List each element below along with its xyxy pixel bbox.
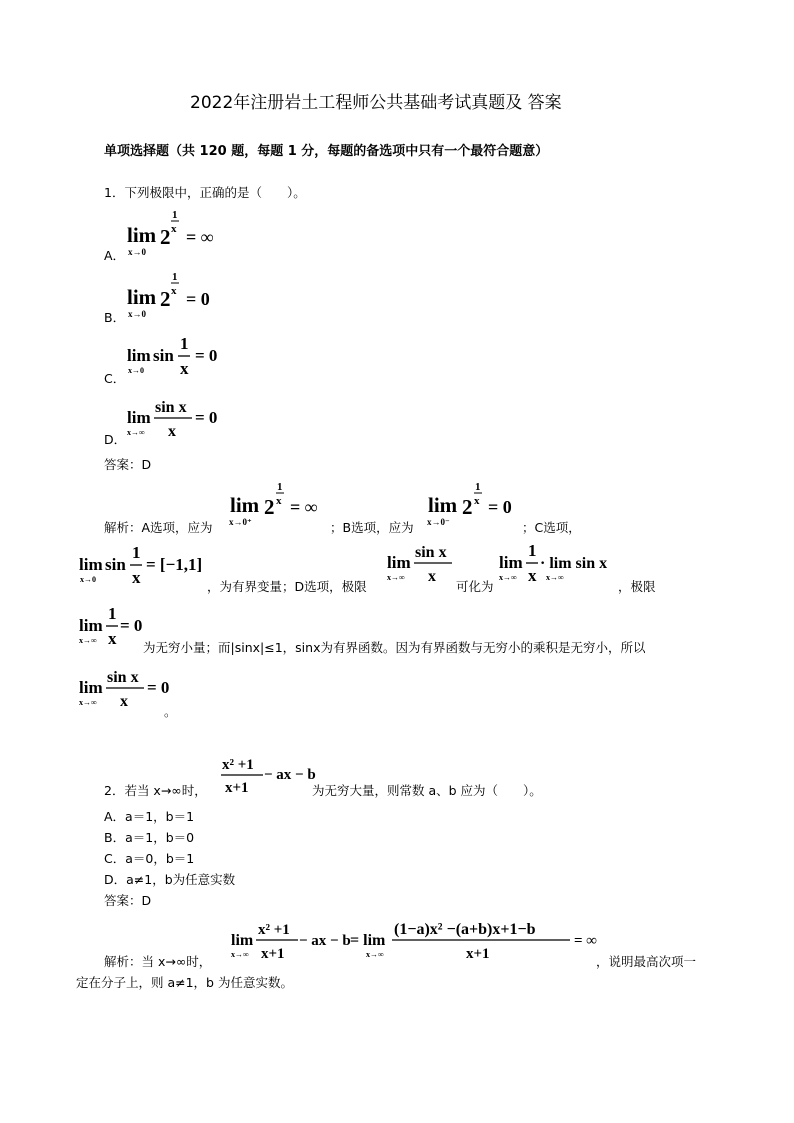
svg-text:x: x [474,495,480,507]
svg-text:x→∞: x→∞ [366,950,384,959]
svg-text:x: x [171,285,177,297]
question-2-analysis-suffix: ，说明最高次项一 [596,954,697,969]
page-title: 2022年注册岩土工程师公共基础考试真题及 答案 [190,93,562,113]
svg-text:x: x [276,495,282,507]
svg-text:lim: lim [127,346,151,365]
svg-text:x: x [108,629,117,648]
svg-text:1: 1 [180,334,189,353]
svg-text:1: 1 [172,209,178,221]
svg-text:x→0: x→0 [128,366,144,375]
svg-text:sin x: sin x [107,669,139,686]
svg-text:x→∞: x→∞ [79,636,97,645]
section-header: 单项选择题（共 120 题，每题 1 分，每题的备选项中只有一个最符合题意） [104,144,549,159]
analysis-3-text: 为无穷小量；而|sinx|≤1，sinx为有界函数。因为有界函数与无穷小的乘积是无穷小，所以 [143,640,646,655]
svg-text:x→0⁻: x→0⁻ [427,517,450,527]
question-2-analysis-formula [228,915,606,965]
option-a-formula [124,204,234,262]
svg-text:sin x: sin x [415,544,447,561]
question-2-stem-suffix: 为无穷大量，则常数 a、b 应为（ ）。 [312,783,542,798]
svg-text:= 0: = 0 [147,678,170,697]
svg-text:lim: lim [387,553,411,572]
svg-text:x→0: x→0 [80,575,96,584]
svg-text:= 0: = 0 [186,289,210,309]
question-1-stem: 1．下列极限中，正确的是（ ）。 [104,185,306,200]
option-d-formula [124,396,234,444]
svg-text:(1−a)x² −(a+b)x+1−b: (1−a)x² −(a+b)x+1−b [394,921,536,938]
svg-text:x→0: x→0 [128,247,146,257]
svg-text:lim: lim [79,678,103,697]
analysis-1-mid: ；B选项，应为 [330,520,414,535]
svg-text:lim: lim [127,223,157,247]
svg-text:lim: lim [127,408,151,427]
option-d-label: D． [104,432,127,447]
svg-text:x→∞: x→∞ [387,573,405,582]
svg-text:x: x [180,359,189,378]
svg-text:= 0: = 0 [120,616,143,635]
svg-text:x→∞: x→∞ [546,573,564,582]
svg-text:lim: lim [231,932,254,949]
svg-text:= 0: = 0 [195,408,218,427]
svg-text:1: 1 [108,604,117,623]
svg-text:1: 1 [132,543,141,562]
svg-text:x+1: x+1 [261,946,285,962]
svg-text:2: 2 [264,495,275,519]
analysis-4-end: 。 [164,704,177,719]
option-b-formula [124,266,234,324]
svg-text:lim: lim [499,553,523,572]
svg-text:1: 1 [277,481,283,493]
analysis-1-tail: ；C选项， [522,520,581,535]
analysis-conclusion-formula [76,666,172,712]
svg-text:sin x: sin x [155,399,187,416]
svg-text:= lim: = lim [350,932,386,949]
svg-text:lim: lim [127,285,157,309]
question-2-formula [218,752,318,798]
analysis-d-limit-formula [384,541,456,589]
question-2-analysis-prefix: 解析：当 x→∞时， [104,954,212,969]
svg-text:x: x [168,423,176,440]
svg-text:1: 1 [475,481,481,493]
svg-text:1: 1 [528,541,537,560]
analysis-2-a: ，为有界变量；D选项，极限 [207,579,367,594]
svg-text:x: x [528,566,537,585]
svg-text:x→∞: x→∞ [499,573,517,582]
svg-text:2: 2 [160,287,171,311]
svg-text:x+1: x+1 [466,946,490,962]
option-c-label: C． [104,371,126,386]
svg-text:lim: lim [428,493,458,517]
svg-text:− ax − b: − ax − b [299,933,351,949]
svg-text:x² +1: x² +1 [258,922,290,938]
question-2-answer: 答案：D [104,893,152,908]
svg-text:x: x [120,693,128,710]
svg-text:sin: sin [153,346,174,365]
svg-text:= [−1,1]: = [−1,1] [146,555,203,574]
question-2-option-b: B．a＝1，b＝0 [104,830,195,845]
svg-text:x→∞: x→∞ [231,950,249,959]
svg-text:= 0: = 0 [488,497,512,517]
svg-text:x: x [171,223,177,235]
analysis-2-b: 可化为 [456,579,494,594]
svg-text:sin: sin [105,555,126,574]
analysis-a-formula [226,480,338,532]
svg-text:= ∞: = ∞ [186,227,214,247]
analysis-1-prefix: 解析：A选项，应为 [104,520,213,535]
svg-text:x→0: x→0 [128,309,146,319]
svg-text:1: 1 [172,271,178,283]
svg-text:= ∞: = ∞ [290,497,318,517]
option-a-label: A． [104,248,126,263]
option-b-label: B． [104,310,126,325]
svg-text:x: x [132,568,141,587]
question-2-stem-prefix: 2．若当 x→∞时， [104,783,207,798]
question-2-option-d: D．a≠1，b为任意实数 [104,872,236,887]
question-1-answer: 答案：D [104,457,152,472]
question-2-option-a: A．a＝1，b＝1 [104,809,195,824]
option-c-formula [124,334,234,382]
analysis-b-formula [424,480,534,532]
svg-text:= ∞: = ∞ [574,933,597,949]
analysis-c-formula [76,541,216,589]
question-2-analysis-line2: 定在分子上，则 a≠1，b 为任意实数。 [76,975,293,990]
analysis-d-infinitesimal-formula [76,604,152,650]
svg-text:x→∞: x→∞ [79,698,97,707]
svg-text:x→0⁺: x→0⁺ [229,517,252,527]
svg-text:· lim sin x: · lim sin x [540,555,608,572]
svg-text:x+1: x+1 [225,780,249,796]
svg-text:lim: lim [230,493,260,517]
analysis-2-c: ，极限 [618,579,656,594]
svg-text:x: x [428,568,436,585]
analysis-d-product-formula [496,541,620,589]
svg-text:lim: lim [79,555,103,574]
question-2-option-c: C．a＝0，b＝1 [104,851,195,866]
svg-text:lim: lim [79,616,103,635]
svg-text:x→∞: x→∞ [127,428,145,437]
svg-text:2: 2 [160,225,171,249]
svg-text:− ax − b: − ax − b [264,767,316,783]
svg-text:x² +1: x² +1 [222,757,254,773]
svg-text:= 0: = 0 [195,346,218,365]
svg-text:2: 2 [462,495,473,519]
